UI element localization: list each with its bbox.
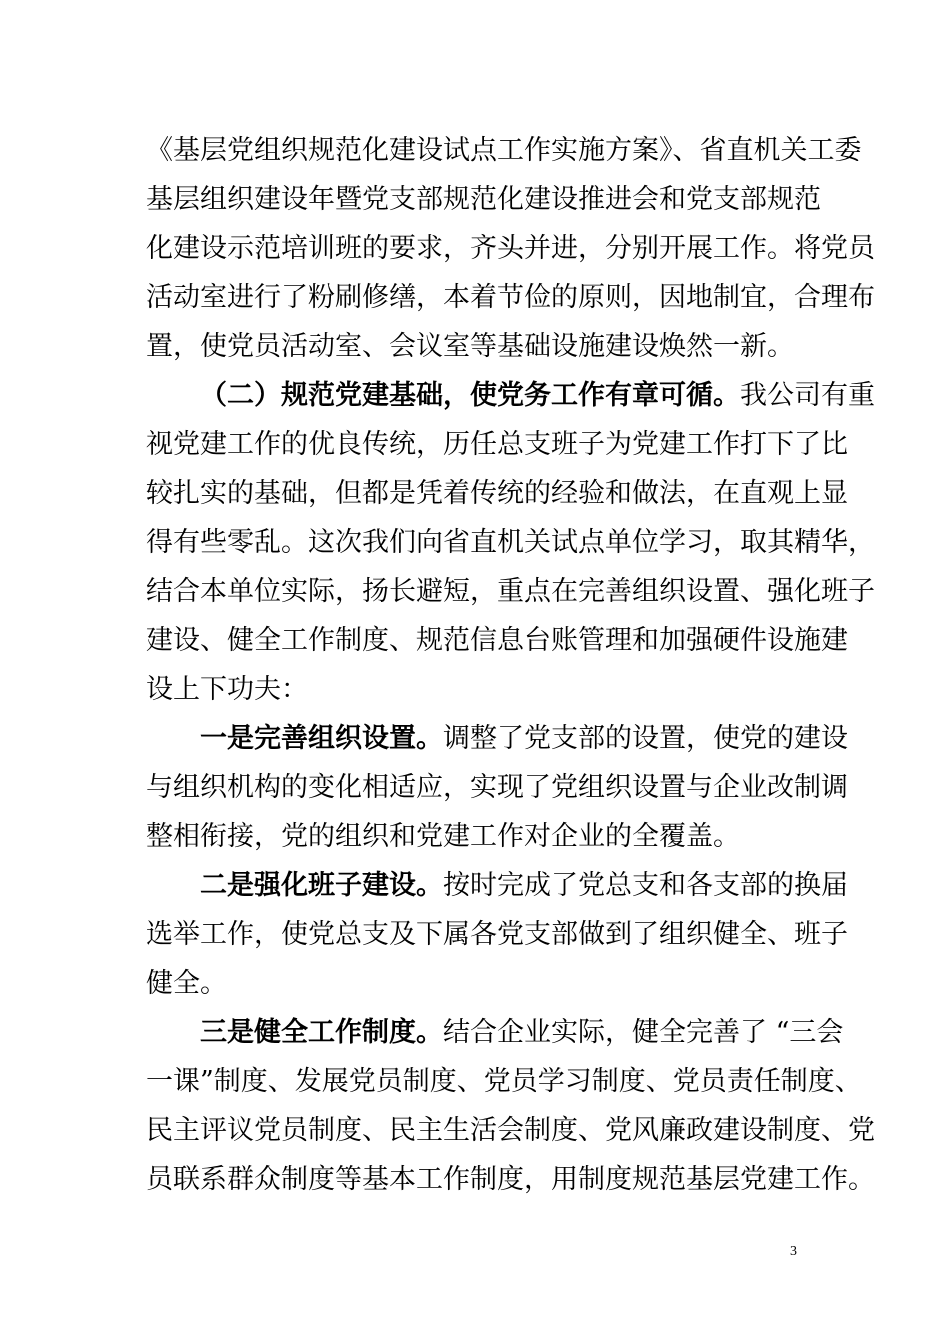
text-line	[146, 714, 848, 763]
text-line: 设上下功夫：	[146, 674, 308, 705]
text-line	[146, 371, 875, 420]
text-line: 得有些零乱。这次我们向省直机关试点单位学习，取其精华，	[146, 527, 875, 558]
text-line: 较扎实的基础，但都是凭着传统的经验和做法，在直观上显	[146, 478, 848, 509]
text-run: 我公司有重	[740, 380, 875, 411]
paragraph	[146, 126, 875, 371]
text-line	[146, 1008, 844, 1057]
text-line: 整相衔接，党的组织和党建工作对企业的全覆盖。	[146, 821, 740, 852]
text-line: 结合本单位实际，扬长避短，重点在完善组织设置、强化班子	[146, 576, 875, 607]
text-line	[146, 861, 848, 910]
text-line: 化建设示范培训班的要求，齐头并进，分别开展工作。将党员	[146, 233, 875, 264]
text-line: 视党建工作的优良传统，历任总支班子为党建工作打下了比	[146, 429, 848, 460]
section-heading: 一是完善组织设置。	[200, 723, 443, 754]
text-run: 按时完成了党总支和各支部的换届	[443, 870, 848, 901]
text-line: 置，使党员活动室、会议室等基础设施建设焕然一新。	[146, 331, 794, 362]
text-line: 活动室进行了粉刷修缮，本着节俭的原则，因地制宜，合理布	[146, 282, 875, 313]
paragraph	[146, 714, 848, 861]
document-body	[146, 126, 875, 1204]
text-line: 民主评议党员制度、民主生活会制度、党风廉政建设制度、党	[146, 1115, 875, 1146]
section-heading: 三是健全工作制度。	[200, 1017, 443, 1048]
text-run: 结合企业实际，健全完善了 “三会	[443, 1017, 844, 1048]
text-run: 调整了党支部的设置，使党的建设	[443, 723, 848, 754]
text-line: 建设、健全工作制度、规范信息台账管理和加强硬件设施建	[146, 625, 848, 656]
paragraph	[146, 861, 848, 1008]
paragraph	[146, 1008, 875, 1204]
section-heading: 二是强化班子建设。	[200, 870, 443, 901]
text-line: 员联系群众制度等基本工作制度，用制度规范基层党建工作。	[146, 1164, 875, 1195]
section-heading: （二）规范党建基础，使党务工作有章可循。	[200, 380, 740, 411]
text-line: 《基层党组织规范化建设试点工作实施方案》、省直机关工委	[146, 135, 862, 166]
text-line: 与组织机构的变化相适应，实现了党组织设置与企业改制调	[146, 772, 848, 803]
page-number: 3	[790, 1244, 797, 1259]
text-line: 选举工作，使党总支及下属各党支部做到了组织健全、班子	[146, 919, 848, 950]
text-line: 健全。	[146, 968, 227, 999]
text-line: 基层组织建设年暨党支部规范化建设推进会和党支部规范	[146, 184, 821, 215]
text-line: 一课”制度、发展党员制度、党员学习制度、党员责任制度、	[146, 1066, 862, 1097]
paragraph	[146, 371, 875, 714]
